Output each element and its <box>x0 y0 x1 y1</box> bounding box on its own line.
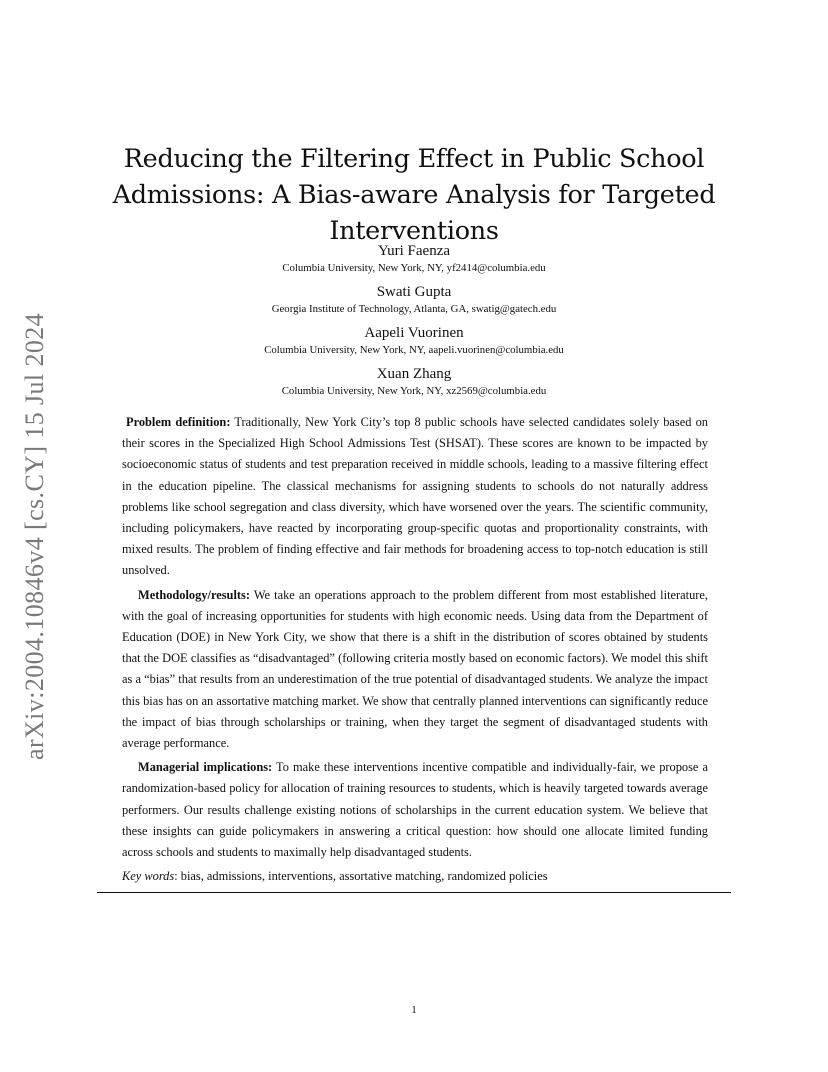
author-affiliation: Columbia University, New York, NY, xz2569@columbia.edu <box>281 385 547 397</box>
keywords-text: bias, admissions, interventions, assortative matching, randomized policies <box>180 869 548 884</box>
page-number: 1 <box>411 1004 417 1016</box>
author-block <box>110 324 718 358</box>
author-affiliation: Columbia University, New York, NY, yf2414@columbia.edu <box>282 262 546 274</box>
keywords-label: Key words <box>122 869 175 884</box>
author-affiliation: Georgia Institute of Technology, Atlanta, GA, swatig@gatech.edu <box>271 303 557 315</box>
author-name: Aapeli Vuorinen <box>364 325 464 341</box>
methodology-label: Methodology/results: <box>138 587 250 602</box>
abstract-divider <box>97 892 731 893</box>
title-line: Interventions <box>329 216 499 247</box>
title-line: Reducing the Filtering Effect in Public School <box>123 144 705 175</box>
methodology-text: We take an operations approach to the problem different from most established literature, with the goal of increasing opportunities for students with high economic needs. Using data from the Department of Education (DOE) in New York City, we show that there is a shift in the distribution of scores obtained by students that the DOE classifies as “disadvantaged” (following criteria mostly based on economic factors). We model this shift as a “bias” that results from an underestimation of the true potential of disadvantaged students. We analyze the impact this bias has on an assortative matching market. We show that centrally planned interventions can significantly reduce the impact of bias through scholarships or training, when they target the segment of disadvantaged students with average performance. <box>122 587 708 751</box>
title-line: Admissions: A Bias-aware Analysis for Targeted <box>112 180 716 211</box>
author-affiliation: Columbia University, New York, NY, aapeli.vuorinen@columbia.edu <box>264 344 564 356</box>
abstract <box>122 412 708 887</box>
paper-title <box>110 141 718 249</box>
abstract-managerial-implications <box>122 757 708 863</box>
author-block <box>110 242 718 276</box>
abstract-problem-definition <box>122 412 708 582</box>
author-block <box>110 283 718 317</box>
author-name: Yuri Faenza <box>377 243 451 259</box>
author-name: Swati Gupta <box>376 284 452 300</box>
arxiv-identifier-stamp: arXiv:2004.10846v4 [cs.CY] 15 Jul 2024 <box>20 312 49 760</box>
author-name: Xuan Zhang <box>376 366 452 382</box>
abstract-methodology <box>122 585 708 755</box>
keywords-separator: : <box>174 869 181 884</box>
problem-definition-label: Problem definition: <box>126 415 231 429</box>
problem-definition-text: Traditionally, New York City’s top 8 public schools have selected candidates solely based on their scores in the Specialized High School Admissions Test (SHSAT). These scores are known to be impacted by socioeconomic status of students and test preparation received in middle schools, leading to a massive filtering effect in the education pipeline. The classical mechanisms for assigning students to schools do not naturally address problems like school segregation and class diversity, which have worsened over the years. The scientific community, including policymakers, have reacted by incorporating group-specific quotas and proportionality constraints, with mixed results. The problem of finding effective and fair methods for broadening access to top-notch education is still unsolved. <box>122 415 708 578</box>
author-list <box>110 242 718 406</box>
managerial-text: To make these interventions incentive compatible and individually-fair, we propose a randomization-based policy for allocation of training resources to students, which is heavily targeted towards average performers. Our results challenge existing notions of scholarships in the current education system. We believe that these insights can guide policymakers in answering a critical question: how should one allocate limited funding across schools and students to maximally help disadvantaged students. <box>122 760 708 860</box>
managerial-label: Managerial implications: <box>138 760 273 775</box>
keywords <box>122 866 708 887</box>
author-block <box>110 365 718 399</box>
